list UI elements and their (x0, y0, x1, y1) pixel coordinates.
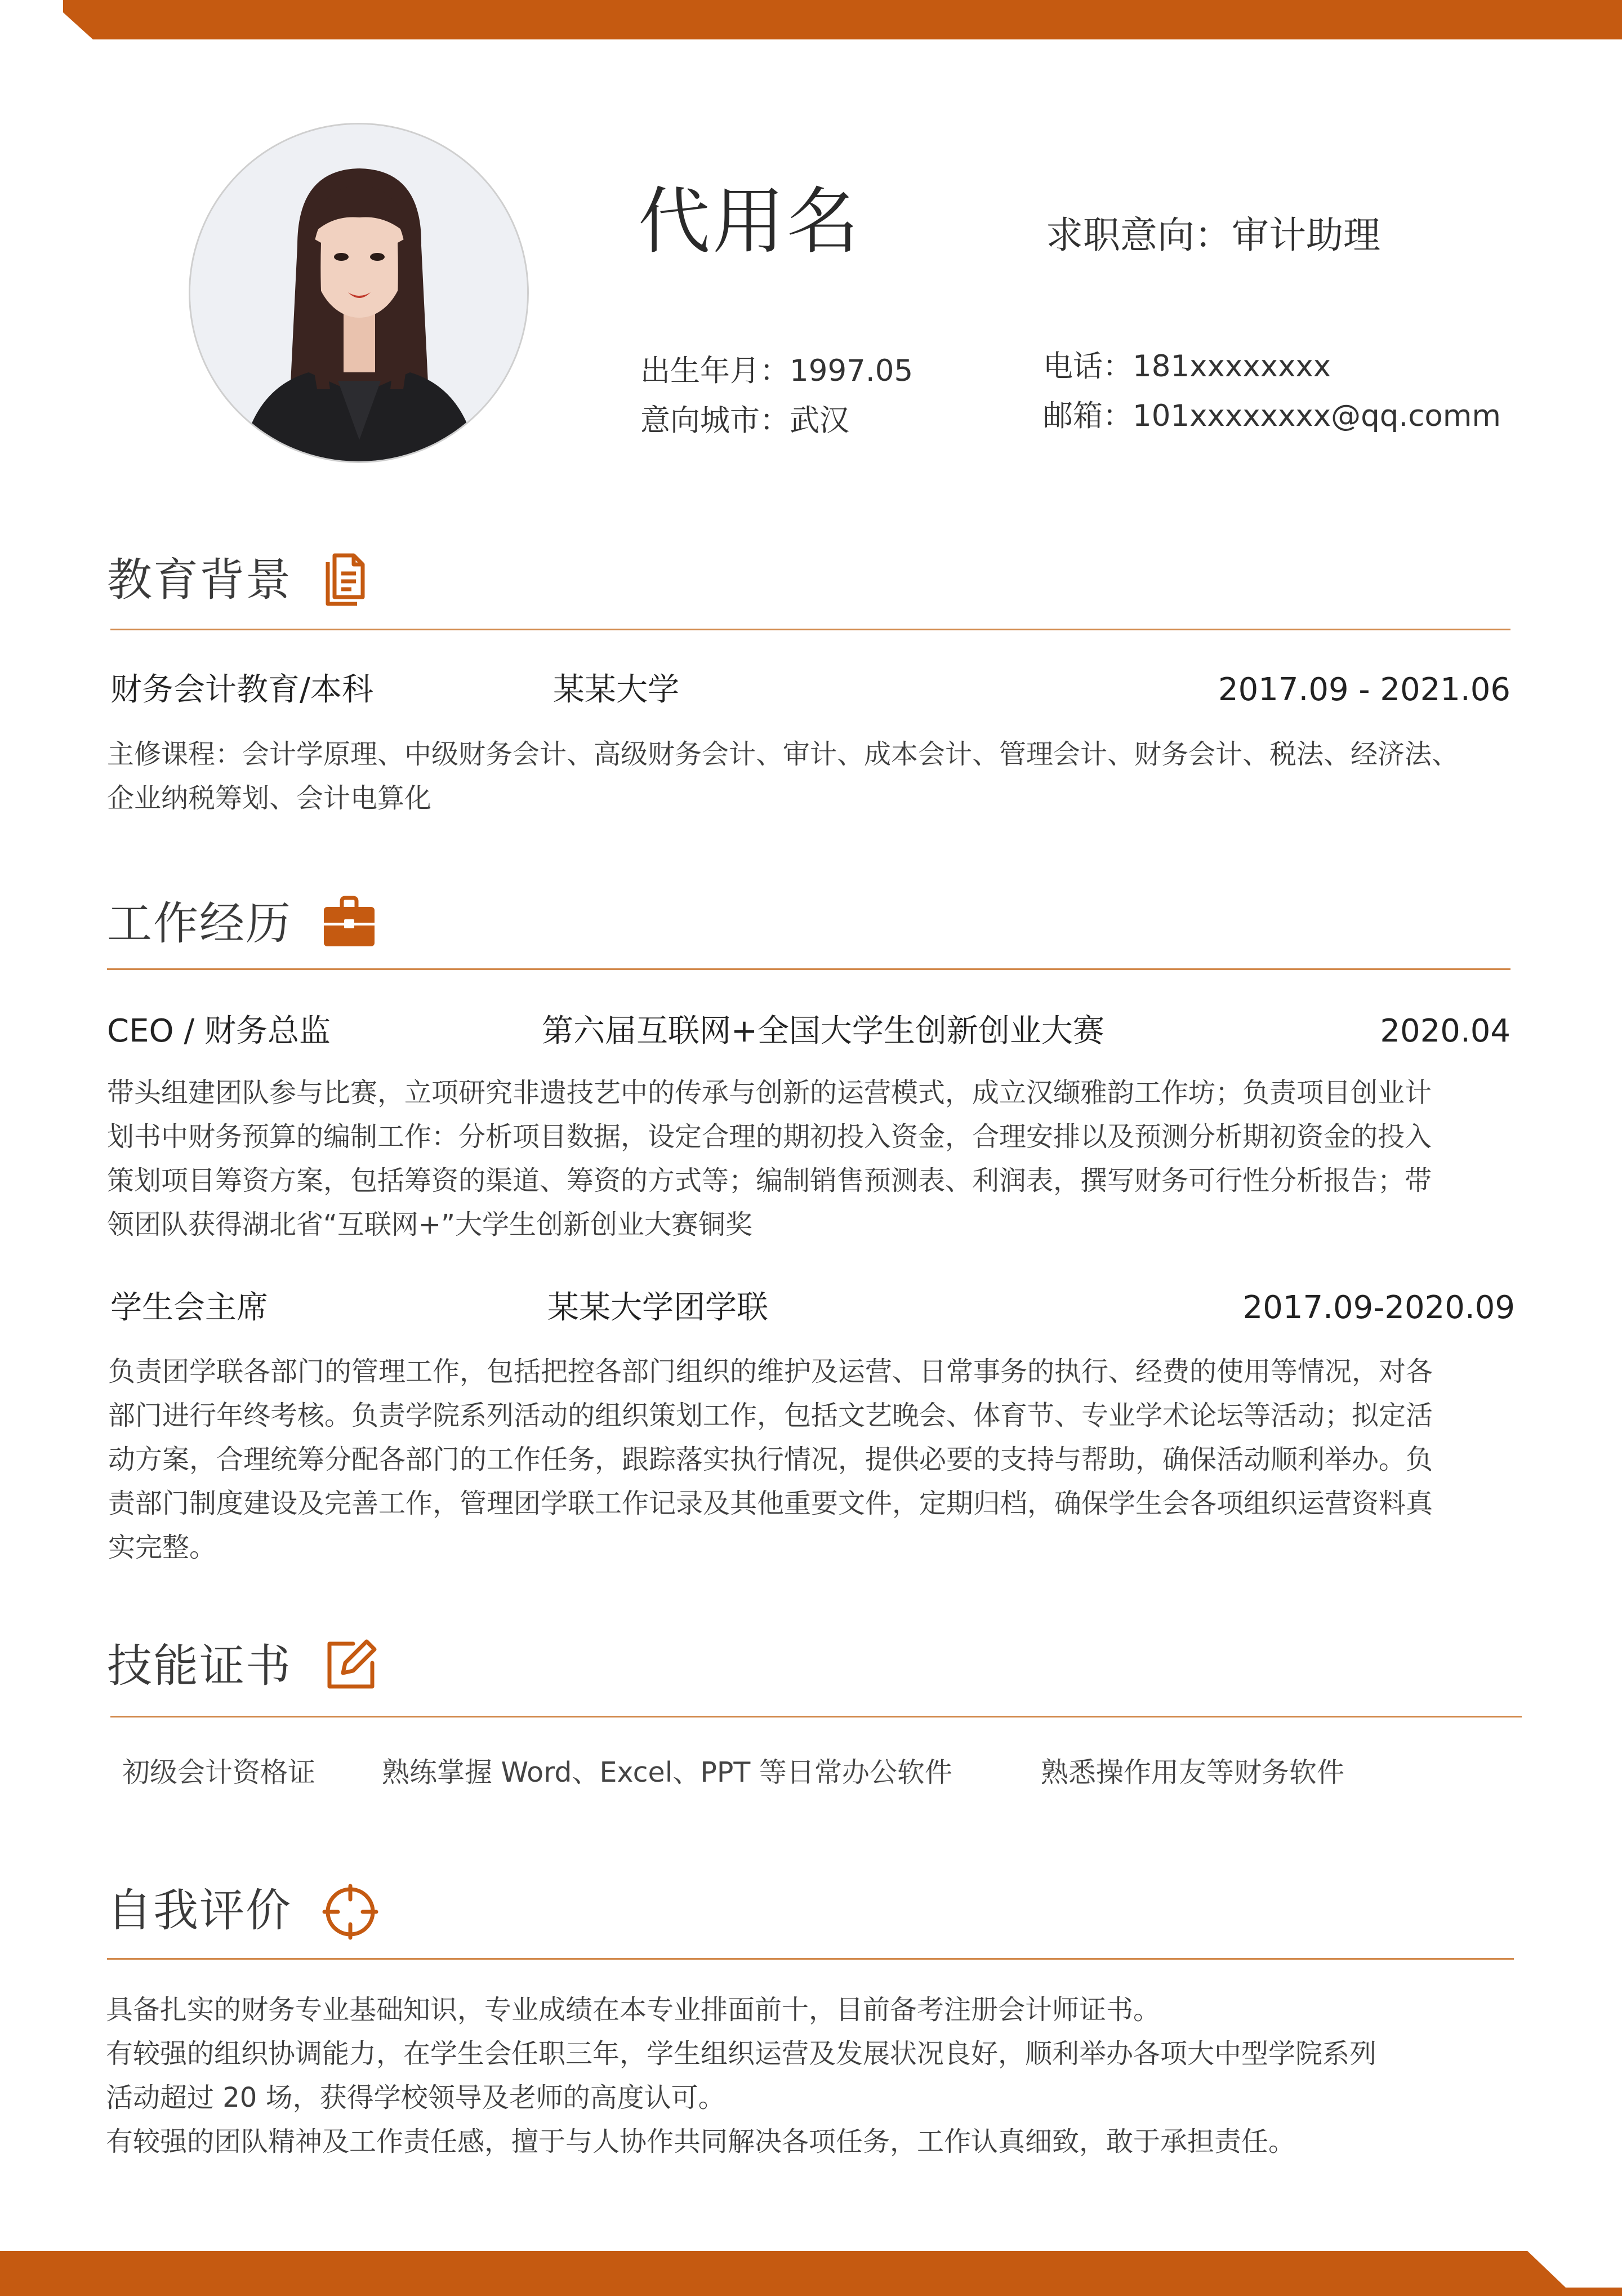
work-2-line-2: 部门进行年终考核。负责学院系列活动的组织策划工作，包括文艺晚会、体育节、专业学术论坛等活动；拟定活 (108, 1400, 1433, 1431)
candidate-name: 代用名 (638, 180, 862, 264)
profile-photo (189, 123, 529, 463)
section-title-skills: 技能证书 (107, 1640, 292, 1692)
education-courses-line-1: 主修课程：会计学原理、中级财务会计、高级财务会计、审计、成本会计、管理会计、财务会计、税法、经济法、 (107, 738, 1459, 770)
crosshair-icon (321, 1883, 380, 1943)
phone-number: 电话：181xxxxxxxx (1043, 349, 1331, 384)
self-line-4: 有较强的团队精神及工作责任感，擅于与人协作共同解决各项任务，工作认真细致，敢于承担责任。 (106, 2126, 1296, 2157)
skill-item-2: 熟练掌握 Word、Excel、PPT 等日常办公软件 (382, 1756, 952, 1788)
skill-item-3: 熟悉操作用友等财务软件 (1041, 1756, 1345, 1788)
self-line-1: 具备扎实的财务专业基础知识，专业成绩在本专业排面前十，目前备考注册会计师证书。 (106, 1994, 1161, 2026)
education-period: 2017.09 - 2021.06 (1218, 671, 1510, 708)
education-courses-line-2: 企业纳税筹划、会计电算化 (107, 782, 432, 814)
work-1-line-2: 划书中财务预算的编制工作：分析项目数据，设定合理的期初投入资金，合理安排以及预测分析期初资金的投入 (107, 1121, 1432, 1153)
skill-item-1: 初级会计资格证 (122, 1756, 316, 1788)
self-line-2: 有较强的组织协调能力，在学生会任职三年，学生组织运营及发展状况良好，顺利举办各项大中型学院系列 (106, 2038, 1377, 2070)
section-rule-work (107, 968, 1510, 970)
section-rule-self (107, 1958, 1514, 1960)
job-intent: 求职意向：审计助理 (1046, 213, 1380, 257)
bottom-accent-band (0, 2251, 1622, 2296)
section-rule-skills (110, 1716, 1522, 1717)
work-2-line-1: 负责团学联各部门的管理工作，包括把控各部门组织的维护及运营、日常事务的执行、经费的使用等情况，对各 (108, 1356, 1433, 1387)
edit-icon (324, 1638, 378, 1694)
work-2-line-3: 动方案，合理统筹分配各部门的工作任务，跟踪落实执行情况，提供必要的支持与帮助，确保活动顺利举办。负 (108, 1444, 1433, 1475)
birth-date: 出生年月：1997.05 (640, 354, 914, 388)
work-1-line-4: 领团队获得湖北省“互联网+”大学生创新创业大赛铜奖 (107, 1209, 752, 1240)
section-title-work: 工作经历 (107, 897, 292, 950)
work-1-line-3: 策划项目筹资方案，包括筹资的渠道、筹资的方式等；编制销售预测表、利润表，撰写财务可行性分析报告；带 (107, 1165, 1432, 1196)
work-1-org: 第六届互联网+全国大学生创新创业大赛 (542, 1013, 1104, 1049)
work-1-period: 2020.04 (1380, 1013, 1510, 1049)
email-address: 邮箱：101xxxxxxxx@qq.comm (1043, 399, 1501, 433)
work-1-role: CEO / 财务总监 (107, 1013, 331, 1049)
portrait-illustration (190, 124, 527, 461)
work-1-line-1: 带头组建团队参与比赛，立项研究非遗技艺中的传承与创新的运营模式，成立汉缬雅韵工作坊；负责项目创业计 (107, 1077, 1432, 1109)
work-2-line-4: 责部门制度建设及完善工作，管理团学联工作记录及其他重要文件，定期归档，确保学生会各项组织运营资料真 (108, 1488, 1433, 1519)
briefcase-icon (323, 896, 376, 950)
work-2-period: 2017.09-2020.09 (1242, 1289, 1515, 1326)
education-school: 某某大学 (553, 671, 679, 708)
section-rule-education (110, 629, 1510, 630)
target-city: 意向城市：武汉 (640, 403, 849, 438)
document-icon (322, 552, 367, 611)
section-title-education: 教育背景 (107, 554, 292, 606)
section-title-self: 自我评价 (107, 1884, 292, 1937)
top-accent-band (0, 0, 1622, 39)
work-2-line-5: 实完整。 (108, 1532, 217, 1563)
work-2-role: 学生会主席 (110, 1289, 268, 1326)
self-line-3: 活动超过 20 场，获得学校领导及老师的高度认可。 (106, 2082, 725, 2113)
education-major: 财务会计教育/本科 (110, 671, 373, 708)
work-2-org: 某某大学团学联 (547, 1289, 768, 1326)
